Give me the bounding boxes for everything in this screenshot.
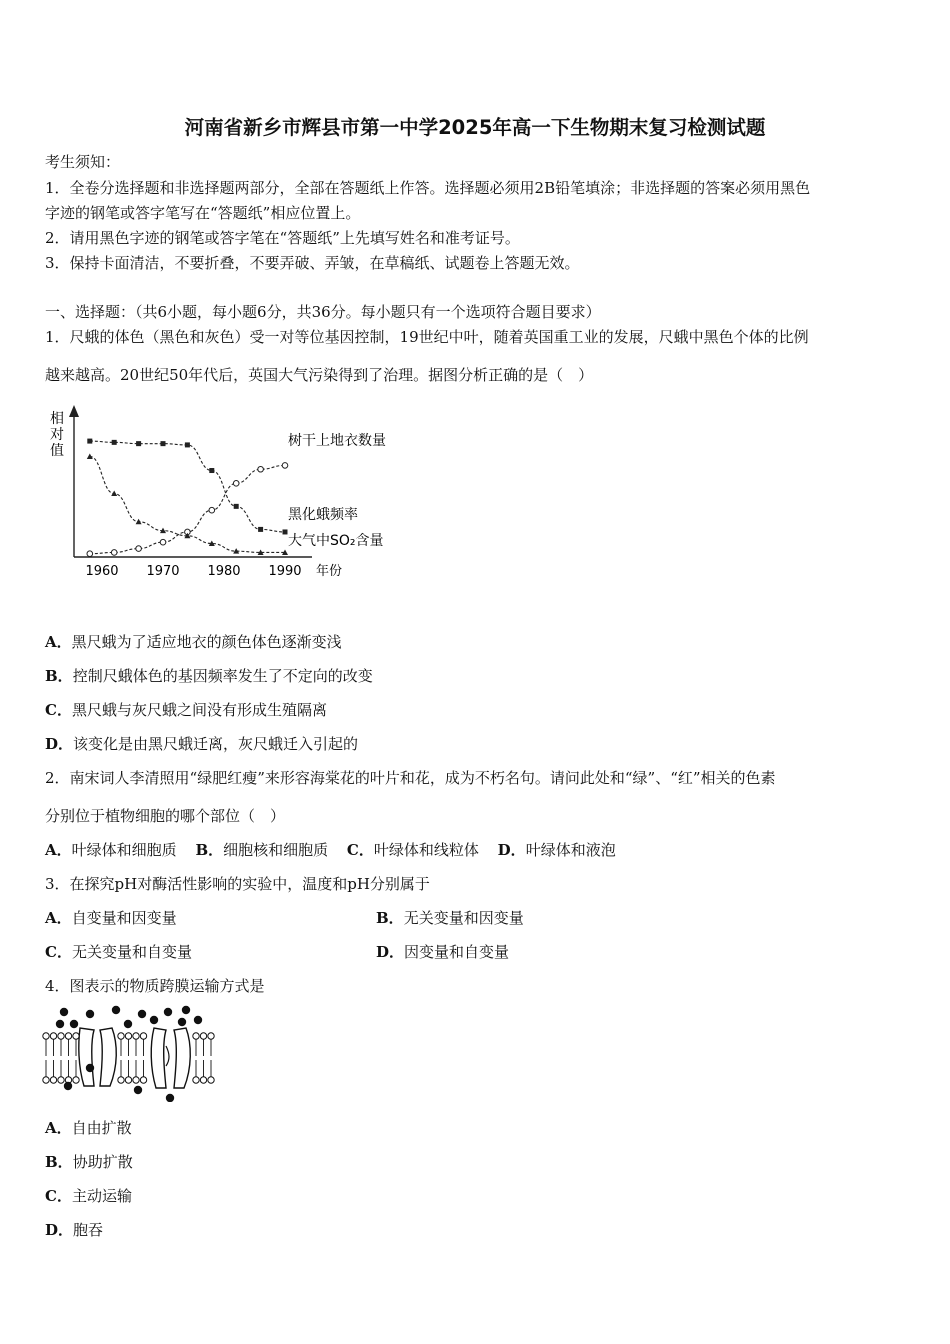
q3-stem: 3．在探究pH对酶活性影响的实验中，温度和pH分别属于: [45, 875, 430, 893]
series-markers: [87, 439, 288, 557]
lipid-head: [193, 1077, 199, 1083]
lipid-head: [133, 1077, 139, 1083]
series-1-point-6: [209, 507, 215, 513]
lipid-head: [118, 1033, 124, 1039]
lipid-head: [50, 1077, 56, 1083]
carrier-protein-right-half-1: [100, 1028, 116, 1086]
lipid-head: [140, 1077, 146, 1083]
series-1-point-3: [136, 546, 142, 552]
series-2-point-1: [87, 439, 92, 444]
legend-lichen: 树干上地衣数量: [288, 433, 386, 449]
series-2-point-8: [258, 527, 263, 532]
q2-option-b: 细胞核和细胞质: [223, 841, 329, 859]
lipid-head: [50, 1033, 56, 1039]
carrier-protein-fold: [166, 1046, 169, 1066]
series-2-point-7: [234, 504, 239, 509]
membrane-diagram: [42, 1002, 222, 1102]
q2-options: A．叶绿体和细胞质 B．细胞核和细胞质 C．叶绿体和线粒体 D．叶绿体和液泡: [45, 841, 616, 859]
lipid-head: [58, 1077, 64, 1083]
q1-chart: [44, 405, 414, 585]
series-2-point-6: [209, 468, 214, 473]
q2-option-c: 叶绿体和线粒体: [373, 841, 479, 859]
q3-option-c: C．无关变量和自变量: [45, 943, 192, 961]
q4-stem: 4．图表示的物质跨膜运输方式是: [45, 977, 265, 995]
q2-option-a: 叶绿体和细胞质: [71, 841, 177, 859]
notice-item-1: 1．全卷分选择题和非选择题两部分，全部在答题纸上作答。选择题必须用2B铅笔填涂；非选择题的答案必须用黑色: [45, 179, 811, 197]
q4-number: 4．: [45, 977, 70, 995]
section-heading: 一、选择题：（共6小题，每小题6分，共36分。每小题只有一个选项符合题目要求）: [45, 303, 601, 321]
series-2-point-2: [112, 440, 117, 445]
q4-option-a: A．自由扩散: [45, 1119, 132, 1137]
carrier-protein-right-half-2: [174, 1028, 190, 1088]
q1-stem-line1: 1．尺蛾的体色（黑色和灰色）受一对等位基因控制，19世纪中叶，随着英国重工业的发展，尺蛾中黑色个体的比例: [45, 328, 809, 346]
q1-option-c: C．黑尺蛾与灰尺蛾之间没有形成生殖隔离: [45, 701, 327, 719]
x-tick-1980: 1980: [207, 564, 241, 579]
q2-option-d: 叶绿体和液泡: [525, 841, 616, 859]
series-1-point-1: [87, 551, 93, 557]
q1-stem-line2: 越来越高。20世纪50年代后，英国大气污染得到了治理。据图分析正确的是（ ）: [45, 366, 594, 384]
q1-option-b: B．控制尺蛾体色的基因频率发生了不定向的改变: [45, 667, 373, 685]
carrier-protein-left-half-2: [151, 1028, 166, 1088]
series-1-point-9: [282, 463, 288, 469]
q2-stem-line1: 2．南宋词人李清照用“绿肥红瘦”来形容海棠花的叶片和花，成为不朽名句。请问此处和“绿”、“红”相关的色素: [45, 769, 776, 787]
lipid-head: [133, 1033, 139, 1039]
q3-option-b: B．无关变量和因变量: [376, 909, 524, 927]
notice-item-3: 3．保持卡面清洁，不要折叠，不要弄破、弄皱，在草稿纸、试题卷上答题无效。: [45, 254, 580, 272]
lipid-head: [65, 1033, 71, 1039]
q2-number: 2．: [45, 769, 70, 787]
lipid-head: [208, 1033, 214, 1039]
y-axis-arrow: [69, 405, 79, 417]
lipid-head: [73, 1033, 79, 1039]
series-2-point-5: [185, 442, 190, 447]
x-axis-unit: 年份: [316, 564, 343, 579]
chart-ylabel-2: 对: [50, 427, 64, 443]
notice-item-1-cont: 字迹的钢笔或答字笔写在“答题纸”相应位置上。: [45, 204, 361, 222]
q3-option-d: D．因变量和自变量: [376, 943, 510, 961]
series-1-point-8: [258, 466, 264, 472]
q1-option-a: A．黑尺蛾为了适应地衣的颜色体色逐渐变浅: [45, 633, 342, 651]
q1-option-d: D．该变化是由黑尺蛾迁离，灰尺蛾迁入引起的: [45, 735, 359, 753]
series-lichen-line: [90, 465, 285, 553]
lipid-head: [118, 1077, 124, 1083]
series-1-point-7: [233, 481, 239, 487]
legend-melanic: 黑化蛾频率: [288, 507, 358, 523]
page-title: 河南省新乡市辉县市第一中学2025年高一下生物期末复习检测试题: [184, 116, 766, 139]
series-2-point-4: [161, 441, 166, 446]
x-tick-1960: 1960: [85, 564, 119, 579]
lipid-head: [200, 1033, 206, 1039]
lipid-head: [208, 1077, 214, 1083]
q3-option-a: A．自变量和因变量: [45, 909, 177, 927]
q4-option-c: C．主动运输: [45, 1187, 132, 1205]
lipid-head: [43, 1077, 49, 1083]
legend-so2: 大气中SO₂含量: [288, 533, 384, 549]
q2-stem-line2: 分别位于植物细胞的哪个部位（ ）: [45, 807, 286, 825]
q4-option-b: B．协助扩散: [45, 1153, 133, 1171]
series-3-point-3: [136, 519, 142, 525]
lipid-head: [193, 1033, 199, 1039]
series-2-point-9: [283, 529, 288, 534]
notice-heading: 考生须知：: [45, 153, 121, 171]
lipid-head: [200, 1077, 206, 1083]
series-melanic-line: [90, 441, 285, 532]
lipid-head: [125, 1033, 131, 1039]
lipid-head: [73, 1077, 79, 1083]
lipid-head: [43, 1033, 49, 1039]
x-tick-1970: 1970: [146, 564, 180, 579]
notice-item-2: 2．请用黑色字迹的钢笔或答字笔在“答题纸”上先填写姓名和准考证号。: [45, 229, 520, 247]
x-tick-1990: 1990: [268, 564, 302, 579]
series-1-point-4: [160, 539, 166, 545]
carrier-protein-left-half-1: [79, 1028, 94, 1086]
series-2-point-3: [136, 441, 141, 446]
lipid-head: [58, 1033, 64, 1039]
q4-option-d: D．胞吞: [45, 1221, 104, 1239]
series-3-point-2: [111, 491, 117, 497]
chart-ylabel-3: 值: [50, 443, 64, 459]
lipid-head: [125, 1077, 131, 1083]
q3-number: 3．: [45, 875, 70, 893]
series-1-point-2: [111, 550, 117, 556]
lipid-head: [140, 1033, 146, 1039]
chart-ylabel-1: 相: [50, 411, 64, 427]
q1-number: 1．: [45, 328, 70, 346]
series-3-point-1: [87, 453, 93, 459]
